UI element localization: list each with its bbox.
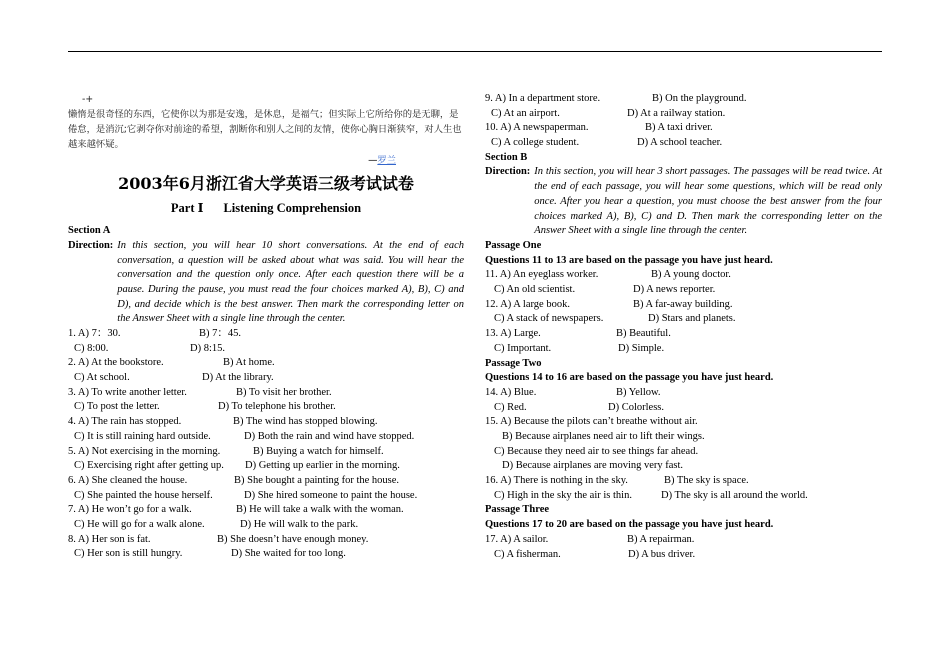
choice-a[interactable]: 9. A) In a department store. bbox=[485, 93, 601, 104]
choice-c[interactable]: C) Exercising right after getting up. bbox=[74, 460, 224, 472]
header-marker: -+ bbox=[82, 94, 94, 105]
question-row bbox=[485, 107, 882, 122]
question-row bbox=[485, 401, 882, 416]
choice-b[interactable]: B) Buying a watch for himself. bbox=[253, 445, 384, 457]
section-b-heading: Section B bbox=[485, 151, 528, 163]
choice-b[interactable]: B) A taxi driver. bbox=[645, 122, 713, 134]
question-row bbox=[68, 415, 464, 430]
choice-b[interactable]: B) Beautiful. bbox=[616, 328, 671, 340]
question-row bbox=[68, 371, 464, 386]
part-heading bbox=[68, 201, 464, 216]
question-row bbox=[485, 415, 882, 430]
question-row bbox=[485, 312, 882, 327]
choice-b[interactable]: B) Because airplanes need air to lift their wings. bbox=[502, 430, 705, 442]
question-row bbox=[485, 489, 882, 504]
choice-a[interactable]: 3. A) To write another letter. bbox=[68, 386, 187, 398]
choice-c[interactable]: C) Her son is still hungry. bbox=[74, 548, 183, 560]
quote-attribution bbox=[68, 154, 464, 169]
choice-d[interactable]: D) Colorless. bbox=[608, 401, 664, 413]
choice-b[interactable]: B) The sky is space. bbox=[664, 475, 749, 487]
question-row bbox=[68, 430, 464, 445]
question-row bbox=[485, 92, 882, 107]
quote-text: 懒惰是很奇怪的东西，它使你以为那是安逸，是休息，是福气；但实际上它所给你的是无聊，是倦怠，是消沉;它剥夺你对前途的希望，割断你和别人之间的友情，使你心胸日渐狭窄，对人生也越来越怀疑。 bbox=[68, 109, 462, 150]
choice-a[interactable]: 2. A) At the bookstore. bbox=[68, 357, 164, 369]
choice-c[interactable]: C) A college student. bbox=[491, 137, 580, 149]
direction-text: In this section, you will hear 10 short conversations. At the end of each conversation, a question will be asked about what was said. You will hear the conversation and the question only once. After each question there will be a pause. During the pause, you must read the four choices marked A), B), C) and D), and decide which is the best answer. Then mark the corresponding letter on the Answer Sheet with a single line through the center. bbox=[117, 239, 464, 325]
question-row bbox=[68, 547, 464, 562]
question-row bbox=[485, 430, 882, 445]
part-name: Listening Comprehension bbox=[223, 201, 362, 216]
choice-d[interactable]: D) Getting up earlier in the morning. bbox=[245, 460, 400, 472]
choice-a[interactable]: 15. A) Because the pilots can’t breathe without air. bbox=[485, 416, 698, 428]
choice-d[interactable]: D) Both the rain and wind have stopped. bbox=[244, 430, 415, 442]
choice-d[interactable]: D) He will walk to the park. bbox=[240, 518, 359, 530]
question-row bbox=[68, 459, 464, 474]
choice-b[interactable]: B) The wind has stopped blowing. bbox=[233, 416, 378, 428]
direction-label: Direction: bbox=[68, 239, 114, 251]
choice-b[interactable]: B) On the playground. bbox=[652, 93, 747, 104]
choice-d[interactable]: D) Stars and planets. bbox=[648, 313, 736, 325]
choice-b[interactable]: B) She bought a painting for the house. bbox=[234, 474, 400, 486]
passage-one-instruction: Questions 11 to 13 are based on the passage you have just heard. bbox=[485, 254, 773, 266]
choice-c[interactable]: C) She painted the house herself. bbox=[74, 489, 213, 501]
choice-b[interactable]: B) At home. bbox=[223, 357, 275, 369]
choice-a[interactable]: 6. A) She cleaned the house. bbox=[68, 474, 188, 486]
choice-c[interactable]: C) To post the letter. bbox=[74, 401, 160, 413]
choice-a[interactable]: 4. A) The rain has stopped. bbox=[68, 416, 182, 428]
choice-c[interactable]: C) Important. bbox=[494, 342, 552, 354]
choice-d[interactable]: D) At a railway station. bbox=[627, 107, 726, 119]
choice-a[interactable]: 13. A) Large. bbox=[485, 328, 541, 340]
section-a-direction bbox=[68, 239, 464, 327]
choice-d[interactable]: D) 8:15. bbox=[190, 342, 225, 354]
section-a-heading: Section A bbox=[68, 225, 111, 237]
choice-c[interactable]: C) 8:00. bbox=[74, 342, 109, 354]
question-row bbox=[485, 474, 882, 489]
question-row bbox=[68, 533, 464, 548]
choice-c[interactable]: C) An old scientist. bbox=[494, 284, 576, 296]
choice-a[interactable]: 16. A) There is nothing in the sky. bbox=[485, 475, 628, 487]
passage-one-heading: Passage One bbox=[485, 239, 542, 251]
question-row bbox=[485, 386, 882, 401]
question-row bbox=[485, 268, 882, 283]
question-row bbox=[68, 474, 464, 489]
left-column bbox=[68, 92, 464, 562]
passage-two-instruction: Questions 14 to 16 are based on the passage you have just heard. bbox=[485, 372, 774, 384]
question-row bbox=[68, 356, 464, 371]
exam-title: 2003年6月浙江省大学英语三级考试试卷 bbox=[118, 173, 414, 193]
question-row bbox=[68, 327, 464, 342]
passage-three-instruction: Questions 17 to 20 are based on the passage you have just heard. bbox=[485, 519, 774, 531]
choice-b[interactable]: B) 7：45. bbox=[199, 328, 241, 340]
question-row bbox=[485, 445, 882, 460]
choice-d[interactable]: D) To telephone his brother. bbox=[218, 401, 336, 413]
choice-b[interactable]: B) He will take a walk with the woman. bbox=[236, 504, 404, 516]
passage-two-heading: Passage Two bbox=[485, 357, 542, 369]
question-row bbox=[485, 136, 882, 151]
choice-d[interactable]: D) At the library. bbox=[202, 372, 274, 384]
question-row bbox=[485, 533, 882, 548]
question-row bbox=[68, 489, 464, 504]
choice-b[interactable]: B) To visit her brother. bbox=[236, 386, 332, 398]
choice-b[interactable]: B) A young doctor. bbox=[651, 269, 731, 281]
question-row bbox=[68, 518, 464, 533]
choice-a[interactable]: 10. A) A newspaperman. bbox=[485, 122, 589, 134]
choice-b[interactable]: B) A repairman. bbox=[627, 533, 695, 545]
choice-c[interactable]: C) A stack of newspapers. bbox=[494, 313, 604, 325]
question-row bbox=[485, 298, 882, 313]
choice-b[interactable]: B) A far-away building. bbox=[633, 298, 733, 310]
question-row bbox=[485, 548, 882, 563]
section-a-questions-continued bbox=[485, 92, 882, 151]
passage-three-heading: Passage Three bbox=[485, 504, 550, 516]
choice-d[interactable]: D) A bus driver. bbox=[628, 548, 696, 560]
choice-c[interactable]: C) At an airport. bbox=[491, 107, 560, 119]
question-row bbox=[68, 386, 464, 401]
choice-d[interactable]: D) Because airplanes are moving very fast. bbox=[502, 460, 684, 472]
choice-c[interactable]: C) At school. bbox=[74, 372, 130, 384]
choice-d[interactable]: D) The sky is all around the world. bbox=[661, 489, 808, 501]
choice-c[interactable]: C) He will go for a walk alone. bbox=[74, 518, 205, 530]
direction-label: Direction: bbox=[485, 166, 531, 178]
header-rule bbox=[68, 51, 882, 52]
author-link[interactable]: 罗兰 bbox=[377, 155, 396, 166]
question-row bbox=[68, 445, 464, 460]
question-row bbox=[485, 342, 882, 357]
right-column bbox=[485, 92, 882, 562]
attribution-dash: — bbox=[368, 155, 378, 166]
choice-d[interactable]: D) She waited for too long. bbox=[231, 548, 346, 560]
choice-c[interactable]: C) High in the sky the air is thin. bbox=[494, 489, 632, 501]
choice-a[interactable]: 14. A) Blue. bbox=[485, 386, 537, 398]
choice-c[interactable]: C) Red. bbox=[494, 401, 527, 413]
choice-a[interactable]: 7. A) He won’t go for a walk. bbox=[68, 504, 192, 516]
question-row bbox=[485, 121, 882, 136]
choice-c[interactable]: C) Because they need air to see things far ahead. bbox=[494, 445, 699, 457]
question-row bbox=[485, 327, 882, 342]
section-a-questions bbox=[68, 327, 464, 562]
choice-b[interactable]: B) Yellow. bbox=[616, 386, 661, 398]
question-row bbox=[68, 503, 464, 518]
choice-a[interactable]: 11. A) An eyeglass worker. bbox=[485, 269, 599, 281]
question-row bbox=[485, 283, 882, 298]
direction-text: In this section, you will hear 3 short passages. The passages will be read twice. At the end of each passage, you will hear some questions, which will be read only once. After you hear a question, you must choose the best answer from the four choices marked A), B), C) and D. Then mark the corresponding letter on the Answer Sheet with a single line through the center. bbox=[534, 166, 882, 237]
part-label: Part Ⅰ bbox=[170, 201, 204, 216]
choice-a[interactable]: 8. A) Her son is fat. bbox=[68, 533, 151, 545]
choice-b[interactable]: B) She doesn’t have enough money. bbox=[217, 533, 369, 545]
choice-a[interactable]: 1. A) 7：30. bbox=[68, 328, 121, 340]
choice-d[interactable]: D) She hired someone to paint the house. bbox=[244, 489, 418, 501]
section-b-direction bbox=[485, 165, 882, 239]
choice-a[interactable]: 12. A) A large book. bbox=[485, 298, 570, 310]
choice-a[interactable]: 17. A) A sailor. bbox=[485, 533, 549, 545]
choice-c[interactable]: C) A fisherman. bbox=[494, 548, 561, 560]
question-row bbox=[68, 400, 464, 415]
choice-a[interactable]: 5. A) Not exercising in the morning. bbox=[68, 445, 221, 457]
quote-block bbox=[68, 92, 464, 152]
question-row bbox=[68, 342, 464, 357]
choice-d[interactable]: D) A news reporter. bbox=[633, 284, 716, 296]
choice-c[interactable]: C) It is still raining hard outside. bbox=[74, 430, 211, 442]
question-row bbox=[485, 459, 882, 474]
choice-d[interactable]: D) A school teacher. bbox=[637, 137, 723, 149]
choice-d[interactable]: D) Simple. bbox=[618, 342, 665, 354]
